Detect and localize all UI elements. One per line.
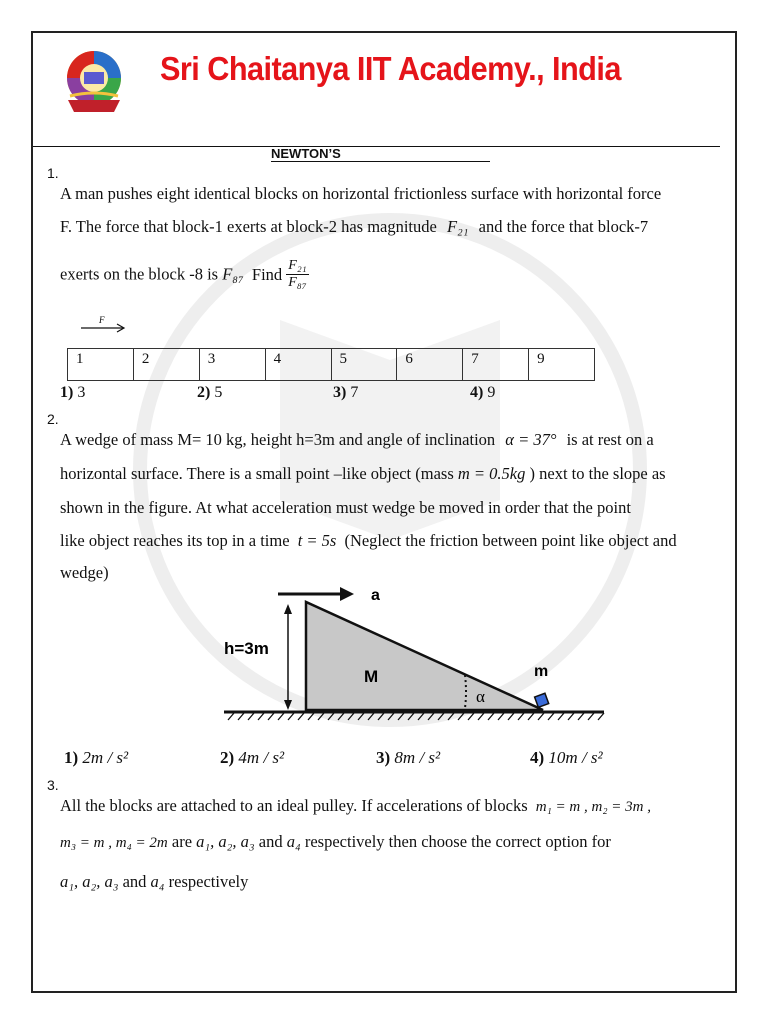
force-arrow-icon: [79, 316, 127, 334]
q1-option-4: 4) 9: [470, 384, 496, 401]
q1-option-3: 3) 7: [333, 384, 359, 401]
q2-time-equation: t = 5s: [297, 531, 337, 550]
object-label: m: [534, 663, 549, 680]
mass-label: M: [364, 667, 379, 686]
block-cell: 6: [397, 349, 463, 380]
block-cell: 1: [68, 349, 134, 380]
q1-line-3b: Find: [251, 264, 283, 284]
block-cell: 3: [200, 349, 266, 380]
q3-mass-equations-1: m₁ = m , m₂ = 3m ,: [535, 799, 652, 815]
academy-title: Sri Chaitanya IIT Academy., India: [160, 50, 621, 87]
q1-fraction-denominator: F₈₇: [288, 275, 307, 290]
q2-option-1: 1) 2m / s²: [64, 748, 129, 767]
q3-line-1: All the blocks are attached to an ideal pulley. If accelerations of blocks m₁ = m , m₂ = 3m ,: [60, 796, 652, 815]
q2-line-1: A wedge of mass M= 10 kg, height h=3m and angle of inclination α = 37° is at rest on a: [60, 430, 654, 449]
q2-line-4: like object reaches its top in a time t = 5s (Neglect the friction between point like object and: [60, 531, 677, 550]
angle-label: α: [476, 687, 485, 706]
q2-alpha-equation: α = 37°: [505, 430, 557, 449]
q2-line-3: shown in the figure. At what acceleration must wedge be moved in order that the point: [60, 498, 631, 517]
block-cell: 2: [134, 349, 200, 380]
q1-fraction-numerator: F₂₁: [288, 258, 307, 273]
q1-line-1: A man pushes eight identical blocks on horizontal frictionless surface with horizontal force: [60, 184, 662, 203]
q2-option-2: 2) 4m / s²: [220, 748, 285, 767]
force-label: F: [99, 316, 105, 325]
q1-line-3a: exerts on the block -8 is: [60, 264, 219, 284]
q2-line-5: wedge): [60, 563, 109, 582]
q1-option-2: 2) 5: [197, 384, 223, 401]
q1-f21-symbol: F₂₁: [446, 217, 469, 236]
q1-line-3: [60, 258, 309, 291]
q3-mass-equations-2: m₃ = m , m₄ = 2m: [60, 835, 168, 851]
question-3-number: 3.: [47, 777, 59, 793]
height-label: h=3m: [224, 639, 269, 658]
q1-line-2: [60, 217, 648, 237]
block-cell: 9: [537, 351, 545, 367]
academy-logo: [62, 48, 126, 116]
block-cell: 7: [463, 349, 529, 380]
q2-line-2: horizontal surface. There is a small point –like object (mass m = 0.5kg ) next to the slope as: [60, 464, 666, 483]
wedge-diagram: [218, 582, 608, 730]
q1-option-1: 1) 3: [60, 384, 86, 401]
q3-line-3: a₁, a₂, a₃ and a₄ respectively: [60, 872, 249, 891]
q1-ratio-fraction: [286, 258, 308, 291]
q1-f87-symbol: F₈₇: [222, 264, 244, 284]
chapter-title: NEWTON’S: [271, 146, 490, 162]
q2-option-3: 3) 8m / s²: [376, 748, 441, 767]
blocks-row: [67, 348, 595, 381]
q2-option-4: 4) 10m / s²: [530, 748, 603, 767]
question-2-number: 2.: [47, 411, 59, 427]
accel-label: a: [371, 587, 380, 604]
block-cell: 5: [332, 349, 398, 380]
question-1-number: 1.: [47, 165, 59, 181]
q1-line-2b: and the force that block-7: [478, 217, 649, 236]
q3-line-2: m₃ = m , m₄ = 2m are a₁, a₂, a₃ and a₄ respectively then choose the correct option for: [60, 832, 611, 851]
q1-line-2a: F. The force that block-1 exerts at block-2 has magnitude: [60, 217, 437, 236]
block-cell: 4: [266, 349, 332, 380]
q2-mass-equation: m = 0.5kg: [457, 464, 526, 483]
